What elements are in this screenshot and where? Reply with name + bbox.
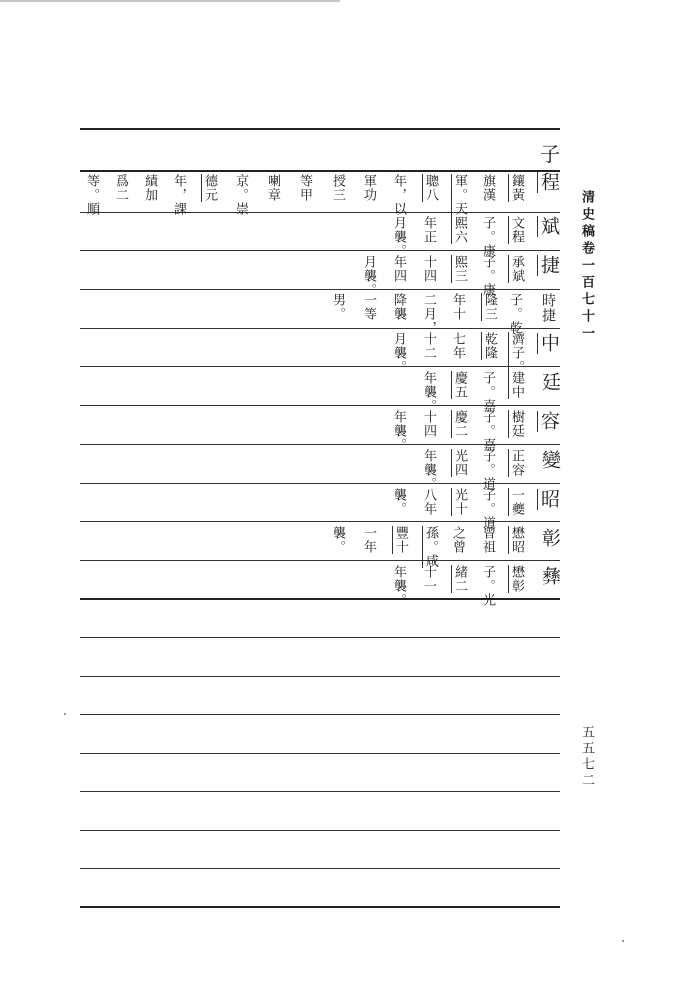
entry-cell: 年正 (421, 216, 436, 244)
entry-cell: 軍功 (361, 174, 376, 202)
table-bottom-rule (80, 906, 560, 908)
row-rule (80, 366, 560, 367)
entry-cell: 承斌 (509, 255, 524, 283)
entry-cell: 文程 (509, 216, 524, 244)
entry-cell: 熙六 (452, 216, 467, 244)
entry-cell: 子。道 (480, 449, 495, 491)
entry-cell: 月襲。 (391, 332, 406, 374)
entry-cell: 襲。 (391, 488, 406, 516)
scan-speck (622, 940, 624, 942)
entry-cell: 之曾 (450, 526, 465, 554)
entry-cell: 聰八 (423, 174, 438, 202)
entry-cell: 緒二 (452, 565, 467, 593)
entry-cell: 懋昭 (509, 526, 524, 554)
entry-name: 彰 (539, 528, 561, 549)
top-scan-line (0, 0, 340, 2)
entry-cell: 年四 (391, 255, 406, 283)
entry-cell: 年十 (450, 293, 465, 321)
entry-cell: 子。嘉 (480, 410, 495, 452)
entry-name: 容 (538, 411, 560, 432)
row-rule (80, 791, 560, 792)
entry-cell: 子。康 (480, 216, 495, 258)
scan-speck (64, 713, 66, 715)
entry-name: 斌 (538, 216, 560, 237)
entry-cell: 子。光 (480, 565, 495, 607)
entry-cell: 光四 (452, 449, 467, 477)
entry-cell: 授三 (330, 174, 345, 202)
entry-cell: 八年 (421, 488, 436, 516)
entry-name: 程 (538, 172, 560, 193)
entry-cell: 年，課 (171, 174, 186, 216)
entry-cell: 年襲。 (421, 371, 436, 413)
entry-cell: 德元 (202, 174, 217, 202)
entry-cell: 正容 (509, 449, 524, 477)
entry-cell: 慶五 (452, 371, 467, 399)
entry-cell: 豐十 (393, 526, 408, 554)
entry-cell: 鑲黃 (509, 174, 524, 202)
row-rule (80, 560, 560, 561)
entry-cell: 襲。 (330, 526, 345, 554)
table-top-rule (80, 128, 560, 130)
entry-cell: 樹廷 (509, 410, 524, 438)
entry-name: 時捷 (540, 293, 556, 323)
entry-cell: 一年 (361, 526, 376, 554)
row-rule (80, 868, 560, 869)
entry-cell: 慶二 (452, 410, 467, 438)
entry-cell: 一夔 (509, 488, 524, 516)
row-rule (80, 676, 560, 677)
row-rule (80, 637, 560, 638)
entry-cell: 隆三 (482, 293, 497, 321)
entry-name: 中 (538, 333, 560, 354)
entry-cell: 十二 (421, 332, 436, 360)
row-rule (80, 830, 560, 831)
entry-cell: 旗漢 (480, 174, 495, 202)
entry-cell: 年，以 (391, 174, 406, 216)
entry-cell: 子。乾 (507, 293, 522, 335)
entry-cell: 等甲 (297, 174, 312, 202)
entry-cell: 十四 (421, 410, 436, 438)
entry-cell: 七年 (450, 332, 465, 360)
entry-cell: 十四 (421, 255, 436, 283)
row-rule (80, 328, 560, 329)
row-rule (80, 714, 560, 715)
entry-cell: 月襲。 (391, 216, 406, 258)
entry-name: 廷 (539, 372, 561, 393)
entry-cell: 十一 (421, 565, 436, 593)
column-head: 子 (540, 142, 560, 166)
entry-cell: 建中 (509, 371, 524, 399)
entry-cell: 年襲。 (421, 449, 436, 491)
entry-name: 彝 (539, 566, 561, 587)
entry-cell: 孫。咸 (423, 526, 438, 568)
entry-cell: 爲二 (113, 174, 128, 202)
entry-cell: 等。順 (84, 174, 99, 216)
entry-cell: 曾祖 (480, 526, 495, 554)
row-rule (80, 212, 560, 213)
entry-cell: 男。 (330, 293, 345, 321)
entry-cell: 乾隆 (482, 332, 497, 360)
entry-cell: 子。嘉 (480, 371, 495, 413)
entry-cell: 子。康 (480, 255, 495, 297)
entry-cell: 京。崇 (233, 174, 248, 216)
entry-cell: 喇章 (265, 174, 280, 202)
entry-cell: 一等 (361, 293, 376, 321)
entry-cell: 熙三 (452, 255, 467, 283)
entry-cell: 降襲 (391, 293, 406, 321)
entry-cell: 月襲。 (361, 255, 376, 297)
entry-cell: 年襲。 (391, 410, 406, 452)
entry-cell: 子。道 (480, 488, 495, 530)
entry-cell: 懋彰 (509, 565, 524, 593)
entry-name: 捷 (538, 255, 560, 276)
entry-cell: 績加 (142, 174, 157, 202)
entry-cell: 軍。天 (452, 174, 467, 216)
entry-name: 昭 (538, 489, 560, 510)
table-header-rule (80, 170, 560, 172)
page-number: 五五七二 (579, 725, 594, 789)
entry-cell: 濟子。 (509, 332, 524, 374)
row-rule (80, 753, 560, 754)
entry-cell: 光十 (452, 488, 467, 516)
entry-name: 變 (539, 450, 561, 471)
entry-cell: 年襲。 (391, 565, 406, 607)
entry-cell: 二月， (421, 293, 436, 335)
running-title: 清史稿卷一百七十一 (579, 190, 594, 343)
